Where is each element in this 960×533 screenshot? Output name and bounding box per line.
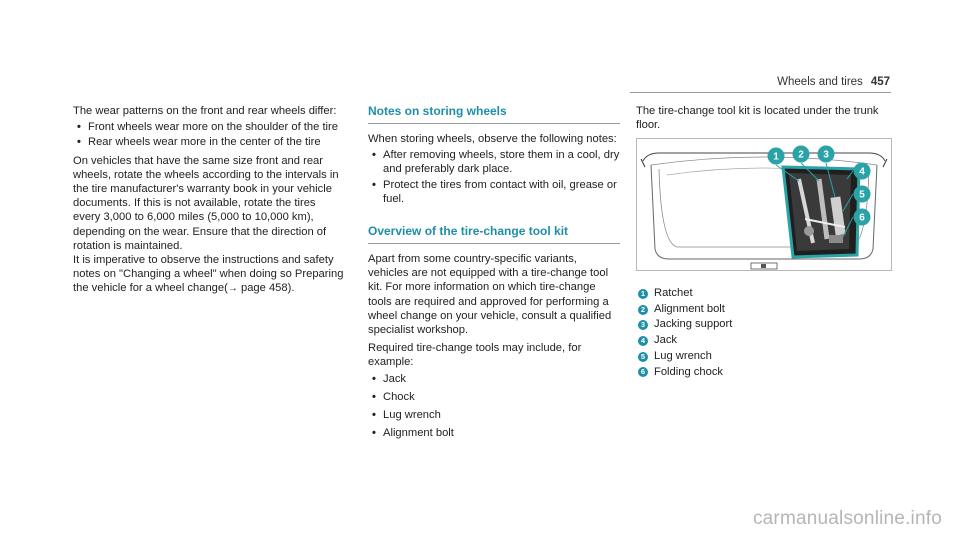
rotation-paragraph: On vehicles that have the same size front and rear wheels, rotate the wheels according to the intervals in the tire manufacturer's warranty book in your vehicle documents. If this is not available, rotate the tires every 3,000 to 6,000 miles (5,000 to 10,000 km), depending on the wear. Ensure that the direction of rotation is maintained. xyxy=(73,154,339,252)
tools-list xyxy=(368,372,620,441)
list-item: • Jack xyxy=(368,372,620,386)
legend-label: Folding chock xyxy=(654,365,724,378)
storing-list xyxy=(368,148,620,206)
callout-3: 3 xyxy=(823,149,829,161)
list-item: • Front wheels wear more on the shoulder of the tire xyxy=(73,120,345,134)
location-intro: The tire-change tool kit is located under the trunk floor. xyxy=(636,105,879,132)
running-header xyxy=(777,76,890,88)
legend-label: Ratchet xyxy=(654,287,693,299)
storing-heading: Notes on storing wheels xyxy=(368,104,507,118)
legend-label: Jacking support xyxy=(654,318,733,331)
list-item: • After removing wheels, store them in a cool, dry and preferably dark place. xyxy=(368,148,620,176)
tools-intro: Required tire-change tools may include, for example: xyxy=(368,342,582,369)
header-rule xyxy=(630,92,891,93)
legend-item xyxy=(636,333,732,349)
legend-item xyxy=(636,365,732,381)
list-item: • Alignment bolt xyxy=(368,426,620,440)
legend-item xyxy=(636,286,732,302)
toolkit-heading: Overview of the tire-change tool kit xyxy=(368,224,569,239)
page-reference-link[interactable]: page 458). xyxy=(237,282,295,295)
wear-intro: The wear patterns on the front and rear wheels differ: xyxy=(73,105,337,117)
column-wear-patterns xyxy=(73,104,345,297)
section-title: Wheels and tires xyxy=(777,76,863,88)
toolkit-heading-block xyxy=(368,224,620,244)
number-badge: 3 xyxy=(638,320,648,330)
page-number: 457 xyxy=(870,76,890,88)
list-item: • Lug wrench xyxy=(368,408,620,422)
wear-list xyxy=(73,120,345,149)
column-storing-and-toolkit xyxy=(368,104,620,444)
callout-6: 6 xyxy=(859,212,865,224)
safety-text: It is imperative to observe the instructions and safety notes on "Changing a wheel" when doing so Preparing the vehicle for a wheel change( xyxy=(73,254,344,295)
legend-item xyxy=(636,302,732,318)
callout-4: 4 xyxy=(859,166,865,178)
safety-paragraph xyxy=(73,253,345,297)
callout-2: 2 xyxy=(798,149,804,161)
storing-heading-block xyxy=(368,104,620,124)
trunk-diagram-svg xyxy=(637,139,891,270)
toolkit-paragraph: Apart from some country-specific variants, vehicles are not equipped with a tire-change tool kit. For more information on which tire-change tools are required and approved for performing a wheel change on your vehicle, consult a qualified specialist workshop. xyxy=(368,253,612,337)
number-badge: 6 xyxy=(638,367,648,377)
list-item: • Rear wheels wear more in the center of the tire xyxy=(73,135,345,149)
column-toolkit-location xyxy=(636,104,894,132)
trunk-floor-illustration xyxy=(636,138,892,271)
legend-item xyxy=(636,349,732,365)
number-badge: 2 xyxy=(638,305,648,315)
number-badge: 4 xyxy=(638,336,648,346)
list-item: • Chock xyxy=(368,390,620,404)
number-badge: 1 xyxy=(638,289,648,299)
callout-1: 1 xyxy=(773,151,779,163)
legend-item xyxy=(636,317,732,333)
number-badge: 5 xyxy=(638,352,648,362)
list-item: • Protect the tires from contact with oil, grease or fuel. xyxy=(368,178,620,206)
arrow-icon: → xyxy=(227,283,238,295)
legend-label: Jack xyxy=(654,334,678,347)
legend-label: Lug wrench xyxy=(654,349,712,362)
callout-5: 5 xyxy=(859,189,865,201)
tool-legend xyxy=(636,286,732,380)
storing-intro: When storing wheels, observe the following notes: xyxy=(368,133,617,145)
legend-label: Alignment bolt xyxy=(654,302,725,315)
site-watermark: carmanualsonline.info xyxy=(752,508,942,529)
